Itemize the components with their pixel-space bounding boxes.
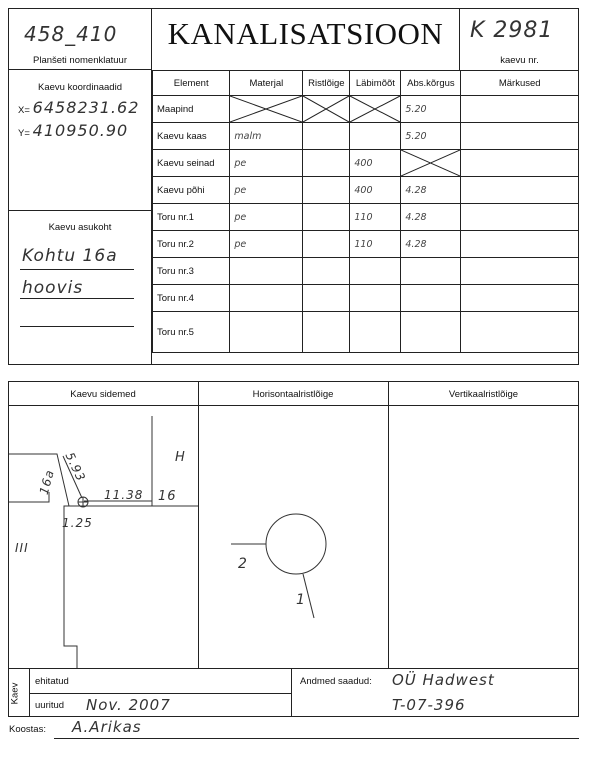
row-diameter	[350, 312, 401, 353]
table-row	[153, 312, 579, 353]
data-source-value: OÜ Hadwest	[392, 671, 495, 689]
row-element: Maapind	[153, 96, 230, 123]
row-diameter: 400	[350, 177, 401, 204]
built-label: ehitatud	[35, 676, 69, 687]
row-material	[230, 312, 303, 353]
row-cross	[303, 177, 350, 204]
compiled-underline	[54, 738, 579, 739]
site-sketch	[9, 406, 198, 668]
pipe-1-label: 1	[296, 592, 306, 608]
sketch-mark-iii: III	[15, 541, 29, 555]
table-row	[153, 96, 579, 123]
sketch-dim-1138: 11.38	[104, 488, 144, 502]
row-material: pe	[230, 231, 303, 258]
row-height	[401, 312, 461, 353]
row-notes	[461, 204, 579, 231]
map-sheet-value: 458_410	[24, 22, 118, 46]
row-element: Kaevu kaas	[153, 123, 230, 150]
measured-label: uuritud	[35, 700, 65, 711]
row-notes	[461, 123, 579, 150]
row-notes	[461, 150, 579, 177]
row-notes	[461, 285, 579, 312]
col-diameter: Läbimõõt	[350, 71, 401, 96]
x-prefix: X=	[18, 105, 30, 116]
table-row	[153, 258, 579, 285]
row-height: 4.28	[401, 204, 461, 231]
sketch-dim-593: 5.93	[62, 450, 89, 484]
location-line2: hoovis	[22, 278, 84, 298]
coordinates-label: Kaevu koordinaadid	[38, 82, 122, 93]
crossed-cell	[303, 96, 350, 123]
row-diameter: 400	[350, 150, 401, 177]
underline	[20, 269, 134, 270]
row-height: 5.20	[401, 96, 461, 123]
divider	[29, 693, 292, 694]
sketch-mark-h: H	[175, 450, 186, 465]
well-number-value: K 2981	[470, 18, 554, 43]
row-diameter: 110	[350, 204, 401, 231]
y-value: 410950.90	[32, 121, 129, 140]
row-diameter	[350, 123, 401, 150]
table-row	[153, 231, 579, 258]
data-source-ref: T-07-396	[392, 696, 466, 714]
row-cross	[303, 150, 350, 177]
sketch-dim-16: 16	[158, 489, 177, 504]
pipe-2-label: 2	[238, 556, 248, 572]
row-height: 4.28	[401, 231, 461, 258]
vertical-section-label: Vertikaalristlõige	[448, 389, 519, 400]
row-notes	[461, 258, 579, 285]
row-element: Kaevu põhi	[153, 177, 230, 204]
col-material: Materjal	[230, 71, 303, 96]
row-height: 4.28	[401, 177, 461, 204]
row-cross	[303, 312, 350, 353]
x-value: 6458231.62	[32, 98, 140, 117]
row-notes	[461, 96, 579, 123]
row-height: 5.20	[401, 123, 461, 150]
divider	[291, 669, 292, 717]
sketch-dim-125: 1.25	[62, 516, 93, 530]
sketch-dim-16a: 16a	[36, 467, 57, 497]
row-diameter	[350, 285, 401, 312]
compiled-value: A.Arikas	[72, 718, 142, 736]
col-abs-height: Abs.kõrgus	[401, 71, 461, 96]
row-cross	[303, 123, 350, 150]
row-material	[230, 258, 303, 285]
row-height	[401, 258, 461, 285]
x-coordinate	[18, 98, 139, 117]
row-notes	[461, 312, 579, 353]
row-material: pe	[230, 150, 303, 177]
divider	[8, 69, 152, 70]
row-material: malm	[230, 123, 303, 150]
crossed-cell	[350, 96, 401, 123]
row-element: Toru nr.5	[153, 312, 230, 353]
divider	[388, 381, 389, 669]
y-prefix: Y=	[18, 128, 30, 139]
table-row	[153, 123, 579, 150]
map-sheet-label: Planšeti nomenklatuur	[33, 55, 127, 66]
crossed-cell	[230, 96, 303, 123]
underline	[20, 298, 134, 299]
row-cross	[303, 285, 350, 312]
y-coordinate	[18, 121, 128, 140]
row-cross	[303, 204, 350, 231]
underline	[20, 326, 134, 327]
table-row	[153, 177, 579, 204]
location-label: Kaevu asukoht	[48, 222, 112, 233]
table-header	[153, 71, 579, 96]
crossed-cell	[401, 150, 461, 177]
row-cross	[303, 231, 350, 258]
well-number-label: kaevu nr.	[500, 55, 539, 66]
row-element: Kaevu seinad	[153, 150, 230, 177]
table-row	[153, 150, 579, 177]
col-element: Element	[153, 71, 230, 96]
row-material: pe	[230, 177, 303, 204]
data-source-label: Andmed saadud:	[300, 676, 372, 687]
compiled-label: Koostas:	[9, 724, 46, 735]
col-cross-section: Ristlõige	[303, 71, 350, 96]
row-material	[230, 285, 303, 312]
col-notes: Märkused	[461, 71, 579, 96]
horizontal-section-drawing	[199, 406, 388, 668]
element-table	[152, 70, 579, 353]
page-title: KANALISATSIOON	[167, 16, 444, 51]
horizontal-section-label: Horisontaalristlõige	[252, 389, 334, 400]
row-material: pe	[230, 204, 303, 231]
row-cross	[303, 258, 350, 285]
row-element: Toru nr.1	[153, 204, 230, 231]
row-element: Toru nr.2	[153, 231, 230, 258]
row-notes	[461, 177, 579, 204]
row-diameter	[350, 258, 401, 285]
table-row	[153, 285, 579, 312]
row-element: Toru nr.4	[153, 285, 230, 312]
location-line1: Kohtu 16a	[22, 246, 118, 266]
row-diameter: 110	[350, 231, 401, 258]
row-notes	[461, 231, 579, 258]
row-element: Toru nr.3	[153, 258, 230, 285]
table-row	[153, 204, 579, 231]
measured-value: Nov. 2007	[86, 696, 171, 714]
row-height	[401, 285, 461, 312]
well-side-label: Kaev	[9, 682, 21, 705]
divider	[8, 210, 152, 211]
ties-label: Kaevu sidemed	[70, 389, 136, 400]
